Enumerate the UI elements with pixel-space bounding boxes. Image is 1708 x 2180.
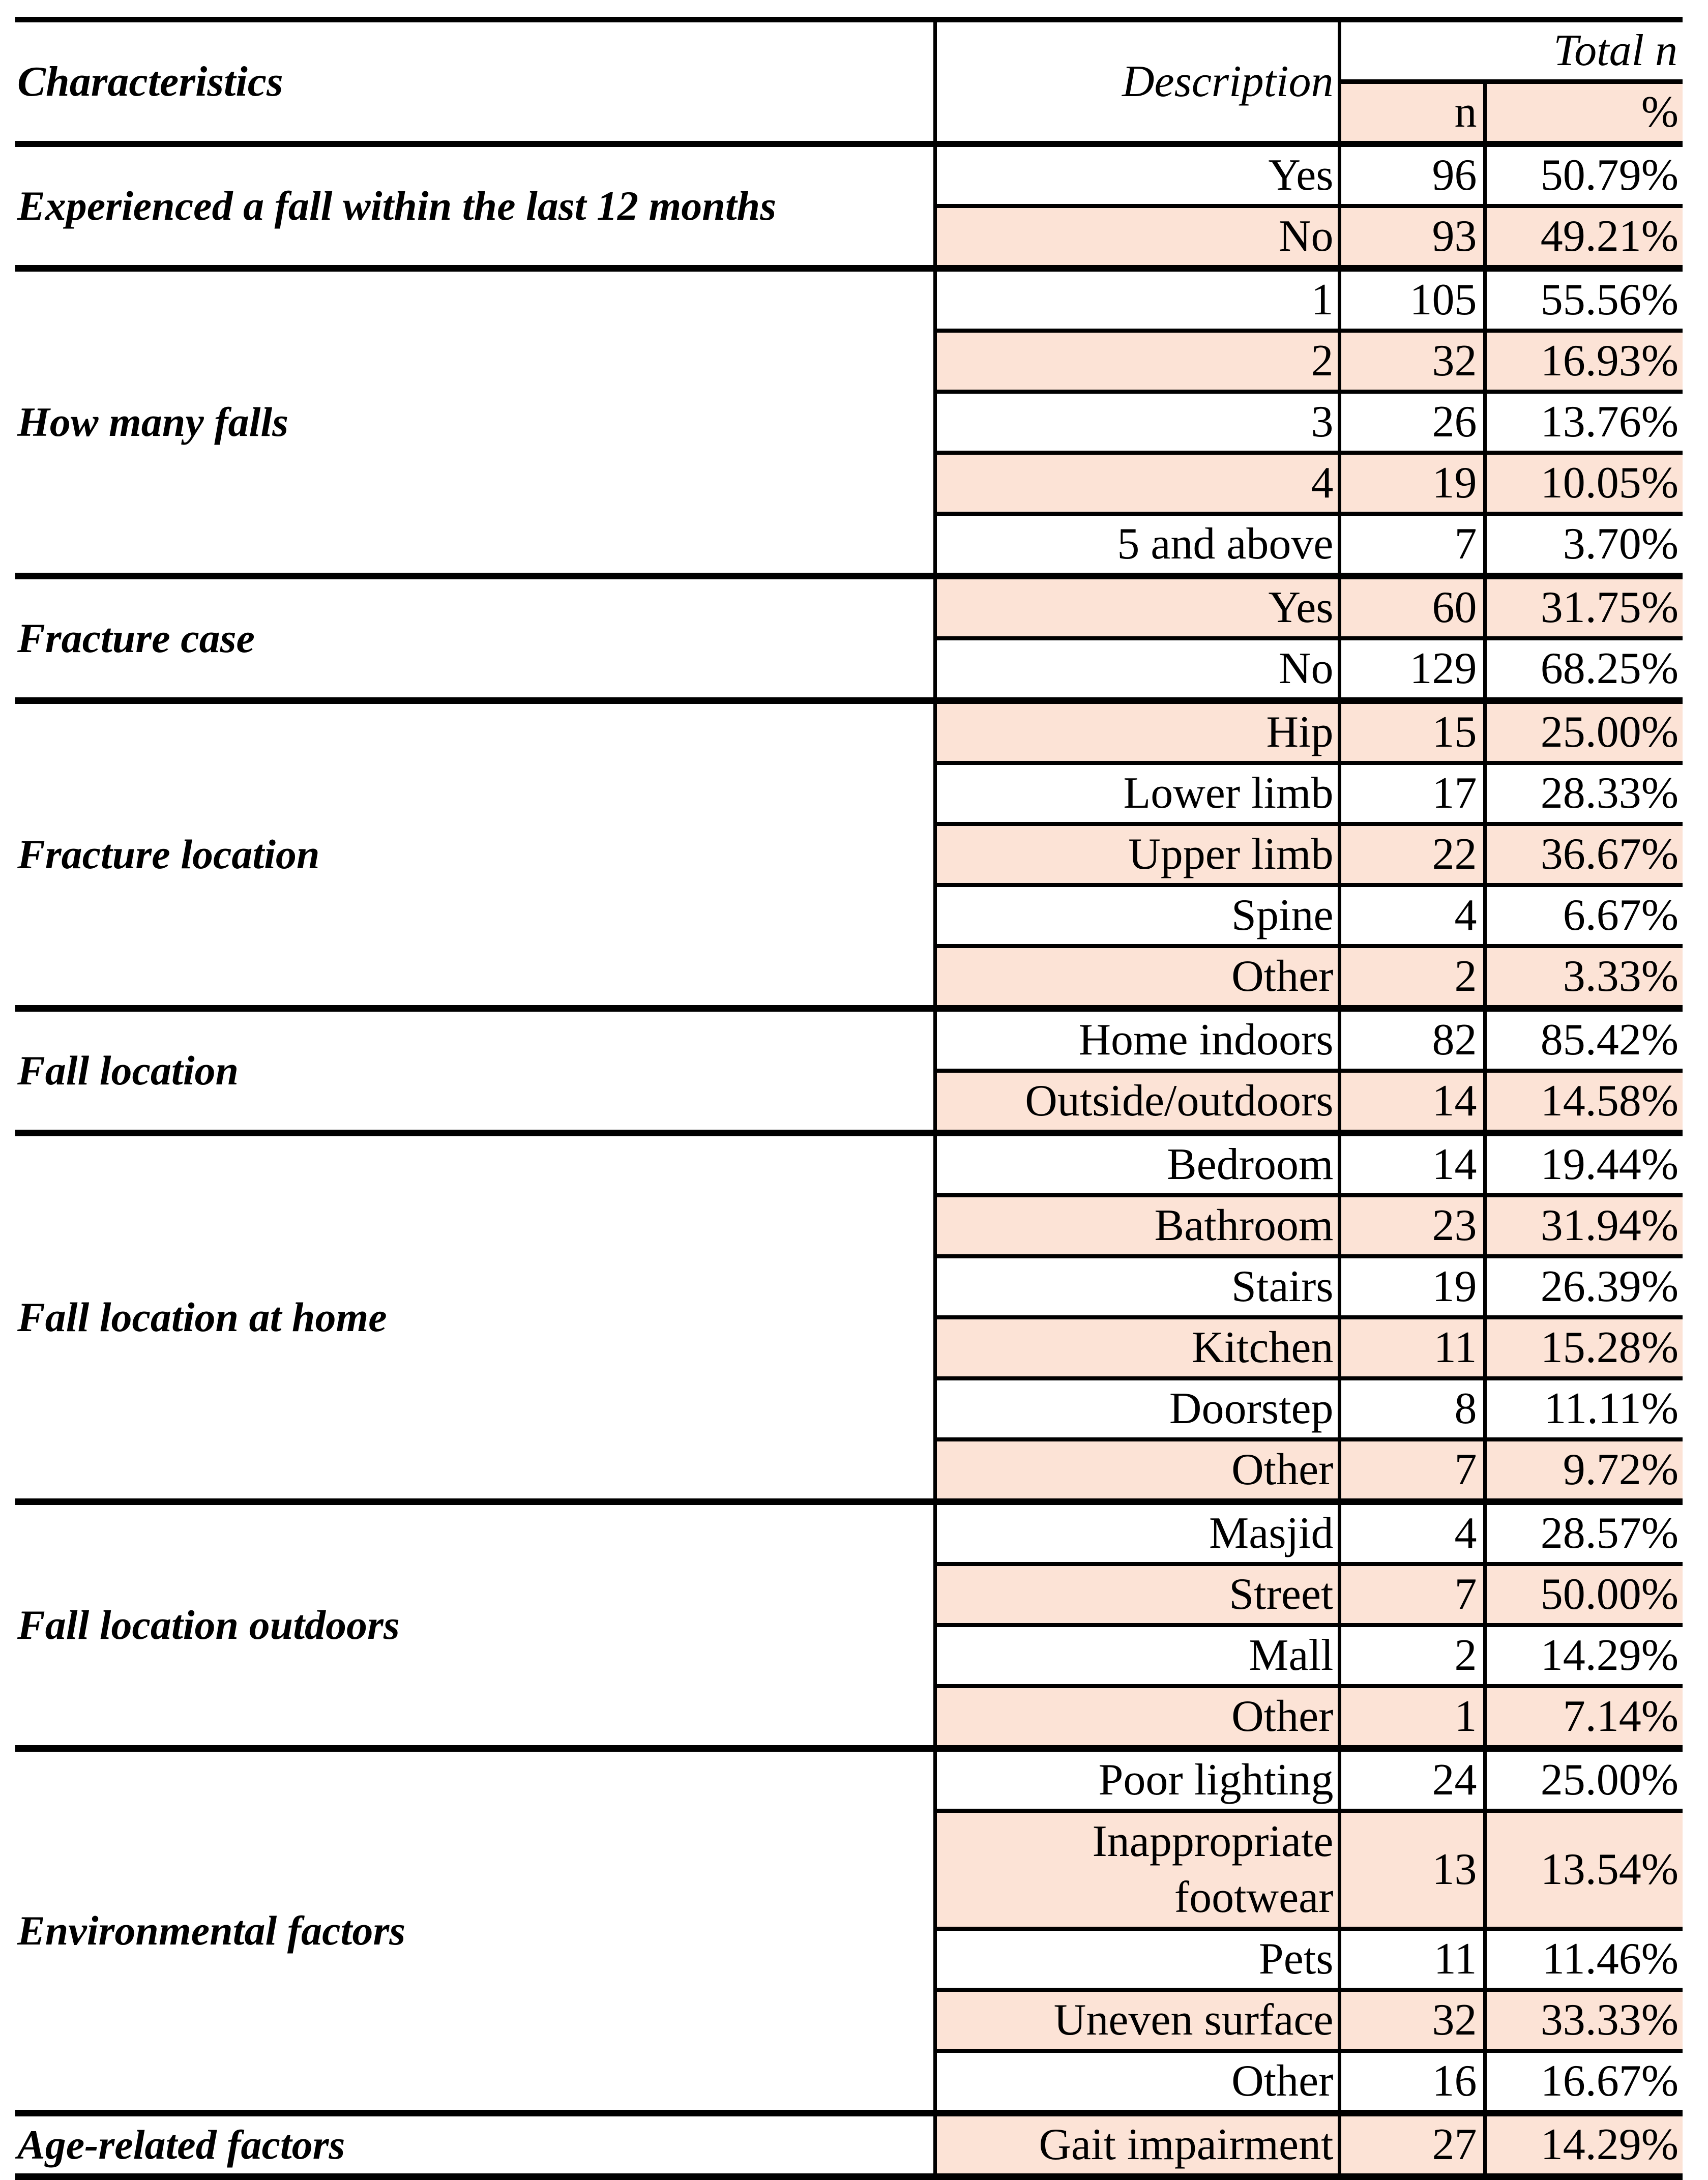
percent-cell: 3.33% [1485,946,1683,1009]
description-cell: Hip [935,701,1339,763]
description-cell: Other [935,1439,1339,1502]
description-cell: Pets [935,1929,1339,1990]
description-cell: Inappropriate footwear [935,1811,1339,1929]
fall-characteristics-table [15,17,1683,2180]
description-cell: Kitchen [935,1317,1339,1378]
characteristic-cell: Fracture location [15,701,935,1009]
description-cell: Spine [935,885,1339,946]
percent-cell: 25.00% [1485,1749,1683,1811]
n-cell: 4 [1339,885,1485,946]
characteristic-cell: Age-related factors [15,2113,935,2177]
percent-cell: 13.54% [1485,1811,1683,1929]
n-cell: 19 [1339,453,1485,514]
n-cell: 11 [1339,1317,1485,1378]
percent-cell: 14.29% [1485,2113,1683,2177]
percent-cell: 19.44% [1485,1133,1683,1196]
description-cell: Upper limb [935,824,1339,885]
n-cell: 2 [1339,946,1485,1009]
percent-cell: 14.58% [1485,1071,1683,1133]
percent-cell: 3.70% [1485,514,1683,576]
description-cell: Doorstep [935,1378,1339,1439]
description-cell: 2 [935,331,1339,392]
n-cell: 82 [1339,1009,1485,1071]
characteristic-cell: How many falls [15,269,935,576]
n-cell: 2 [1339,1625,1485,1686]
percent-cell: 31.75% [1485,576,1683,639]
description-cell: Yes [935,576,1339,639]
description-cell: No [935,638,1339,701]
n-cell: 32 [1339,1990,1485,2051]
percent-cell: 85.42% [1485,1009,1683,1071]
n-cell: 17 [1339,763,1485,824]
n-cell: 15 [1339,701,1485,763]
table-row [15,269,1683,331]
description-cell: Uneven surface [935,1990,1339,2051]
n-cell: 32 [1339,331,1485,392]
percent-cell: 33.33% [1485,1990,1683,2051]
percent-cell: 11.46% [1485,1929,1683,1990]
n-cell: 8 [1339,1378,1485,1439]
characteristic-cell: Environmental factors [15,1749,935,2113]
characteristic-cell: Fall location at home [15,1133,935,1502]
col-header-percent: % [1485,82,1683,144]
percent-cell: 25.00% [1485,701,1683,763]
description-cell: No [935,206,1339,269]
description-cell: Other [935,946,1339,1009]
percent-cell: 14.29% [1485,1625,1683,1686]
n-cell: 4 [1339,1502,1485,1565]
n-cell: 129 [1339,638,1485,701]
n-cell: 24 [1339,1749,1485,1811]
n-cell: 60 [1339,576,1485,639]
n-cell: 105 [1339,269,1485,331]
table-row [15,576,1683,639]
percent-cell: 68.25% [1485,638,1683,701]
table-row [15,1009,1683,1071]
percent-cell: 16.67% [1485,2051,1683,2113]
percent-cell: 9.72% [1485,1439,1683,1502]
n-cell: 23 [1339,1195,1485,1256]
characteristic-cell: Fall location [15,1009,935,1133]
n-cell: 14 [1339,1133,1485,1196]
n-cell: 11 [1339,1929,1485,1990]
characteristic-cell: Fracture case [15,576,935,701]
n-cell: 14 [1339,1071,1485,1133]
percent-cell: 50.79% [1485,144,1683,206]
n-cell: 93 [1339,206,1485,269]
n-cell: 19 [1339,1256,1485,1317]
n-cell: 96 [1339,144,1485,206]
description-cell: Home indoors [935,1009,1339,1071]
n-cell: 7 [1339,1439,1485,1502]
description-cell: 5 and above [935,514,1339,576]
percent-cell: 36.67% [1485,824,1683,885]
description-cell: Outside/outdoors [935,1071,1339,1133]
percent-cell: 11.11% [1485,1378,1683,1439]
description-cell: Bathroom [935,1195,1339,1256]
n-cell: 7 [1339,514,1485,576]
percent-cell: 31.94% [1485,1195,1683,1256]
description-cell: Poor lighting [935,1749,1339,1811]
characteristic-cell: Experienced a fall within the last 12 months [15,144,935,269]
description-cell: 3 [935,392,1339,453]
percent-cell: 16.93% [1485,331,1683,392]
table-row [15,2113,1683,2177]
n-cell: 7 [1339,1564,1485,1625]
description-cell: Yes [935,144,1339,206]
description-cell: Mall [935,1625,1339,1686]
percent-cell: 26.39% [1485,1256,1683,1317]
description-cell: Gait impairment [935,2113,1339,2177]
description-cell: 1 [935,269,1339,331]
table-row [15,701,1683,763]
percent-cell: 13.76% [1485,392,1683,453]
description-cell: Bedroom [935,1133,1339,1196]
table-header [15,20,1683,144]
table-row [15,1133,1683,1196]
description-cell: Street [935,1564,1339,1625]
header-row-top [15,20,1683,82]
n-cell: 1 [1339,1686,1485,1749]
characteristic-cell: Fall location outdoors [15,1502,935,1749]
n-cell: 16 [1339,2051,1485,2113]
col-header-description: Description [935,20,1339,144]
description-cell: Stairs [935,1256,1339,1317]
table-row [15,144,1683,206]
percent-cell: 7.14% [1485,1686,1683,1749]
percent-cell: 55.56% [1485,269,1683,331]
n-cell: 22 [1339,824,1485,885]
table-row [15,1749,1683,1811]
percent-cell: 28.33% [1485,763,1683,824]
percent-cell: 50.00% [1485,1564,1683,1625]
n-cell: 27 [1339,2113,1485,2177]
n-cell: 13 [1339,1811,1485,1929]
col-header-total-n: Total n [1339,20,1683,82]
description-cell: Other [935,1686,1339,1749]
col-header-n: n [1339,82,1485,144]
percent-cell: 28.57% [1485,1502,1683,1565]
percent-cell: 15.28% [1485,1317,1683,1378]
table-row [15,1502,1683,1565]
percent-cell: 10.05% [1485,453,1683,514]
n-cell: 26 [1339,392,1485,453]
col-header-characteristics: Characteristics [15,20,935,144]
table-container [15,17,1683,2180]
description-cell: Lower limb [935,763,1339,824]
description-cell: Masjid [935,1502,1339,1565]
table-body [15,144,1683,2177]
description-cell: Other [935,2051,1339,2113]
description-cell: 4 [935,453,1339,514]
percent-cell: 6.67% [1485,885,1683,946]
percent-cell: 49.21% [1485,206,1683,269]
